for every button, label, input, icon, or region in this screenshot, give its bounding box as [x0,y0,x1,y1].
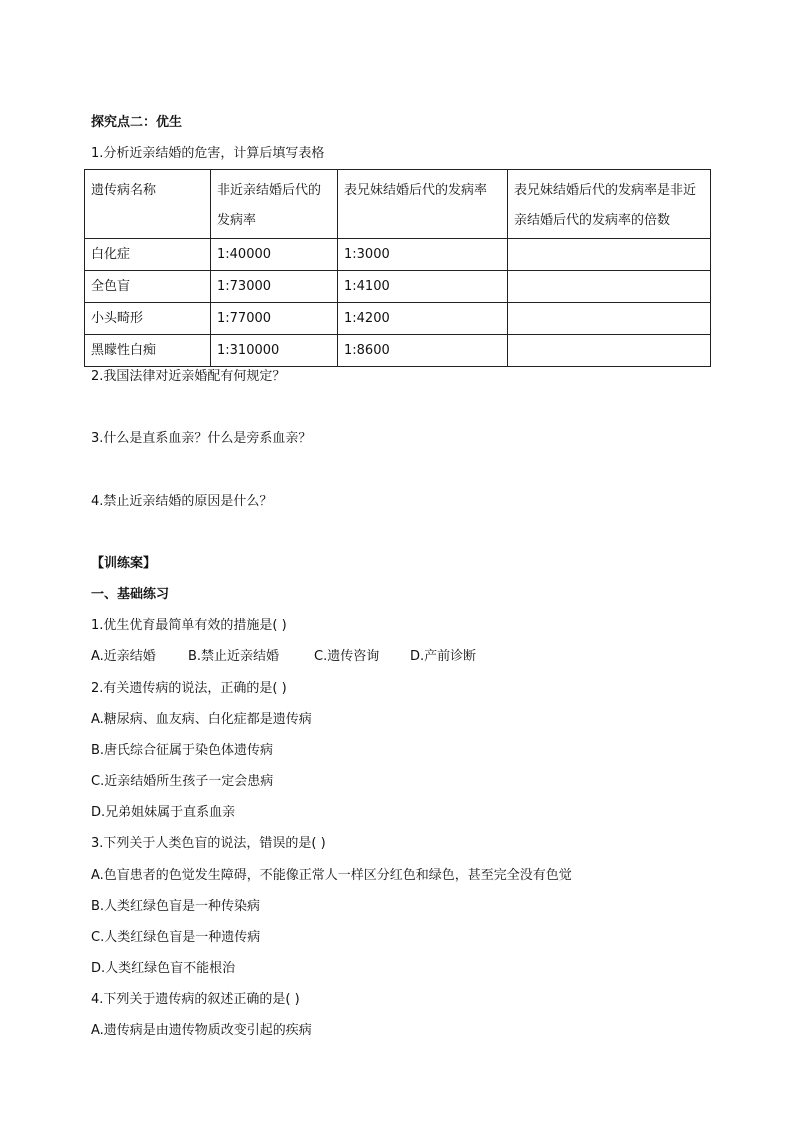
table-cell: 1:73000 [211,271,338,303]
table-cell-blank[interactable] [508,303,711,335]
exercise-3-stem: 3.下列关于人类色盲的说法，错误的是( ) [91,836,326,851]
option-d[interactable]: D.兄弟姐妹属于直系血亲 [91,805,236,820]
option-c[interactable]: C.人类红绿色盲是一种遗传病 [91,930,261,945]
option-c[interactable]: C.近亲结婚所生孩子一定会患病 [91,774,274,789]
table-cell: 白化症 [85,239,211,271]
exercise-1-stem: 1.优生优育最简单有效的措施是( ) [91,618,287,633]
option-b[interactable]: B.唐氏综合征属于染色体遗传病 [91,743,274,758]
option-a[interactable]: A.色盲患者的色觉发生障碍，不能像正常人一样区分红色和绿色，甚至完全没有色觉 [91,868,572,883]
table-header-cell: 表兄妹结婚后代的发病率是非近亲结婚后代的发病率的倍数 [508,170,711,239]
table-cell-blank[interactable] [508,335,711,367]
table-header-cell: 表兄妹结婚后代的发病率 [338,170,508,239]
option-d[interactable]: D.人类红绿色盲不能根治 [91,961,236,976]
option-b[interactable]: B.禁止近亲结婚 [188,649,280,664]
table-cell: 1:8600 [338,335,508,367]
option-a[interactable]: A.糖尿病、血友病、白化症都是遗传病 [91,712,312,727]
table-cell: 1:77000 [211,303,338,335]
table-header-row [85,170,711,239]
option-c[interactable]: C.遗传咨询 [314,649,380,664]
question-4: 4.禁止近亲结婚的原因是什么？ [91,494,273,509]
table-row [85,271,711,303]
table-cell: 1:310000 [211,335,338,367]
table-row [85,239,711,271]
table-cell: 1:4100 [338,271,508,303]
table-cell: 1:4200 [338,303,508,335]
question-3: 3.什么是直系血亲？什么是旁系血亲？ [91,431,312,446]
table-cell: 黑矇性白痴 [85,335,211,367]
option-a[interactable]: A.近亲结婚 [91,649,156,664]
table-header-cell: 遗传病名称 [85,170,211,239]
table-header-cell: 非近亲结婚后代的发病率 [211,170,338,239]
table-row [85,335,711,367]
exercise-4-stem: 4.下列关于遗传病的叙述正确的是( ) [91,992,300,1007]
section-heading: 探究点二：优生 [91,115,183,130]
table-row [85,303,711,335]
training-subtitle: 一、基础练习 [91,587,170,602]
training-title: 【训练案】 [91,556,157,571]
table-cell-blank[interactable] [508,271,711,303]
exercise-2-stem: 2.有关遗传病的说法，正确的是( ) [91,681,287,696]
disease-rate-table [84,169,711,367]
table-cell: 小头畸形 [85,303,211,335]
table-cell: 全色盲 [85,271,211,303]
table-cell-blank[interactable] [508,239,711,271]
option-a[interactable]: A.遗传病是由遗传物质改变引起的疾病 [91,1023,312,1038]
option-d[interactable]: D.产前诊断 [410,649,477,664]
exercise-1-options [91,648,476,666]
option-b[interactable]: B.人类红绿色盲是一种传染病 [91,899,261,914]
question-1: 1.分析近亲结婚的危害，计算后填写表格 [91,146,325,161]
question-2: 2.我国法律对近亲婚配有何规定？ [91,369,286,384]
table-cell: 1:40000 [211,239,338,271]
table-cell: 1:3000 [338,239,508,271]
